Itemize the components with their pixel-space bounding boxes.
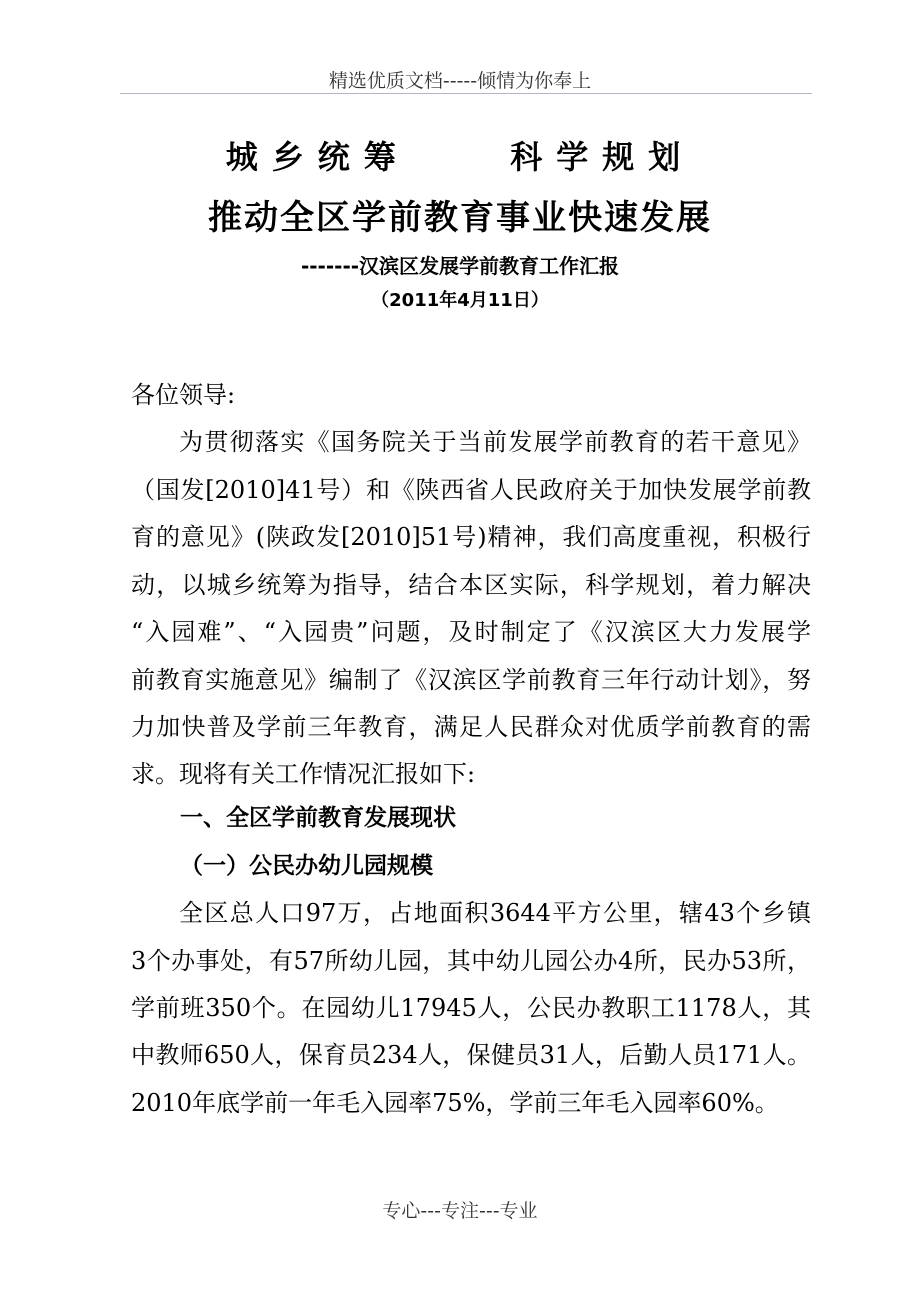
paragraph-line: 中教师650人，保育员234人，保健员31人，后勤人员171人。: [131, 1041, 811, 1069]
title-line-1: 城乡统筹 科学规划: [225, 138, 695, 176]
subtitle: -------汉滨区发展学前教育工作汇报: [300, 254, 620, 278]
title-line-2: 推动全区学前教育事业快速发展: [208, 198, 712, 238]
salutation: 各位领导:: [131, 381, 236, 409]
paragraph-line: 为贯彻落实《国务院关于当前发展学前教育的若干意见》: [179, 428, 811, 456]
header-divider: [120, 93, 812, 94]
subsection-heading: （一）公民办幼儿园规模: [180, 853, 433, 879]
paragraph-line: 全区总人口97万，占地面积3644平方公里，辖43个乡镇: [179, 899, 811, 927]
paragraph-line: 力加快普及学前三年教育，满足人民群众对优质学前教育的需: [131, 713, 811, 741]
paragraph-line: 2010年底学前一年毛入园率75%，学前三年毛入园率60%。: [131, 1089, 779, 1117]
paragraph-line: 求。现将有关工作情况汇报如下:: [131, 760, 476, 788]
paragraph-line: 育的意见》(陕政发[2010]51号)精神，我们高度重视，积极行: [131, 523, 811, 551]
section-heading: 一、全区学前教育发展现状: [180, 805, 456, 831]
report-date: （2011年4月11日）: [371, 290, 549, 311]
paragraph-line: 动，以城乡统筹为指导，结合本区实际，科学规划，着力解决: [131, 571, 811, 599]
paragraph-line: 前教育实施意见》编制了《汉滨区学前教育三年行动计划》，努: [131, 666, 811, 694]
paragraph-line: 学前班350个。在园幼儿17945人，公民办教职工1178人，其: [131, 994, 811, 1022]
header-text: 精选优质文档-----倾情为你奉上: [328, 70, 592, 92]
paragraph-line: “入园难”、“入园贵”问题，及时制定了《汉滨区大力发展学: [131, 618, 811, 646]
paragraph-line: （国发[2010]41号）和《陕西省人民政府关于加快发展学前教: [131, 476, 811, 504]
page-footer: 专心---专注---专业: [382, 1200, 538, 1222]
paragraph-line: 3个办事处，有57所幼儿园，其中幼儿园公办4所，民办53所，: [131, 947, 811, 975]
